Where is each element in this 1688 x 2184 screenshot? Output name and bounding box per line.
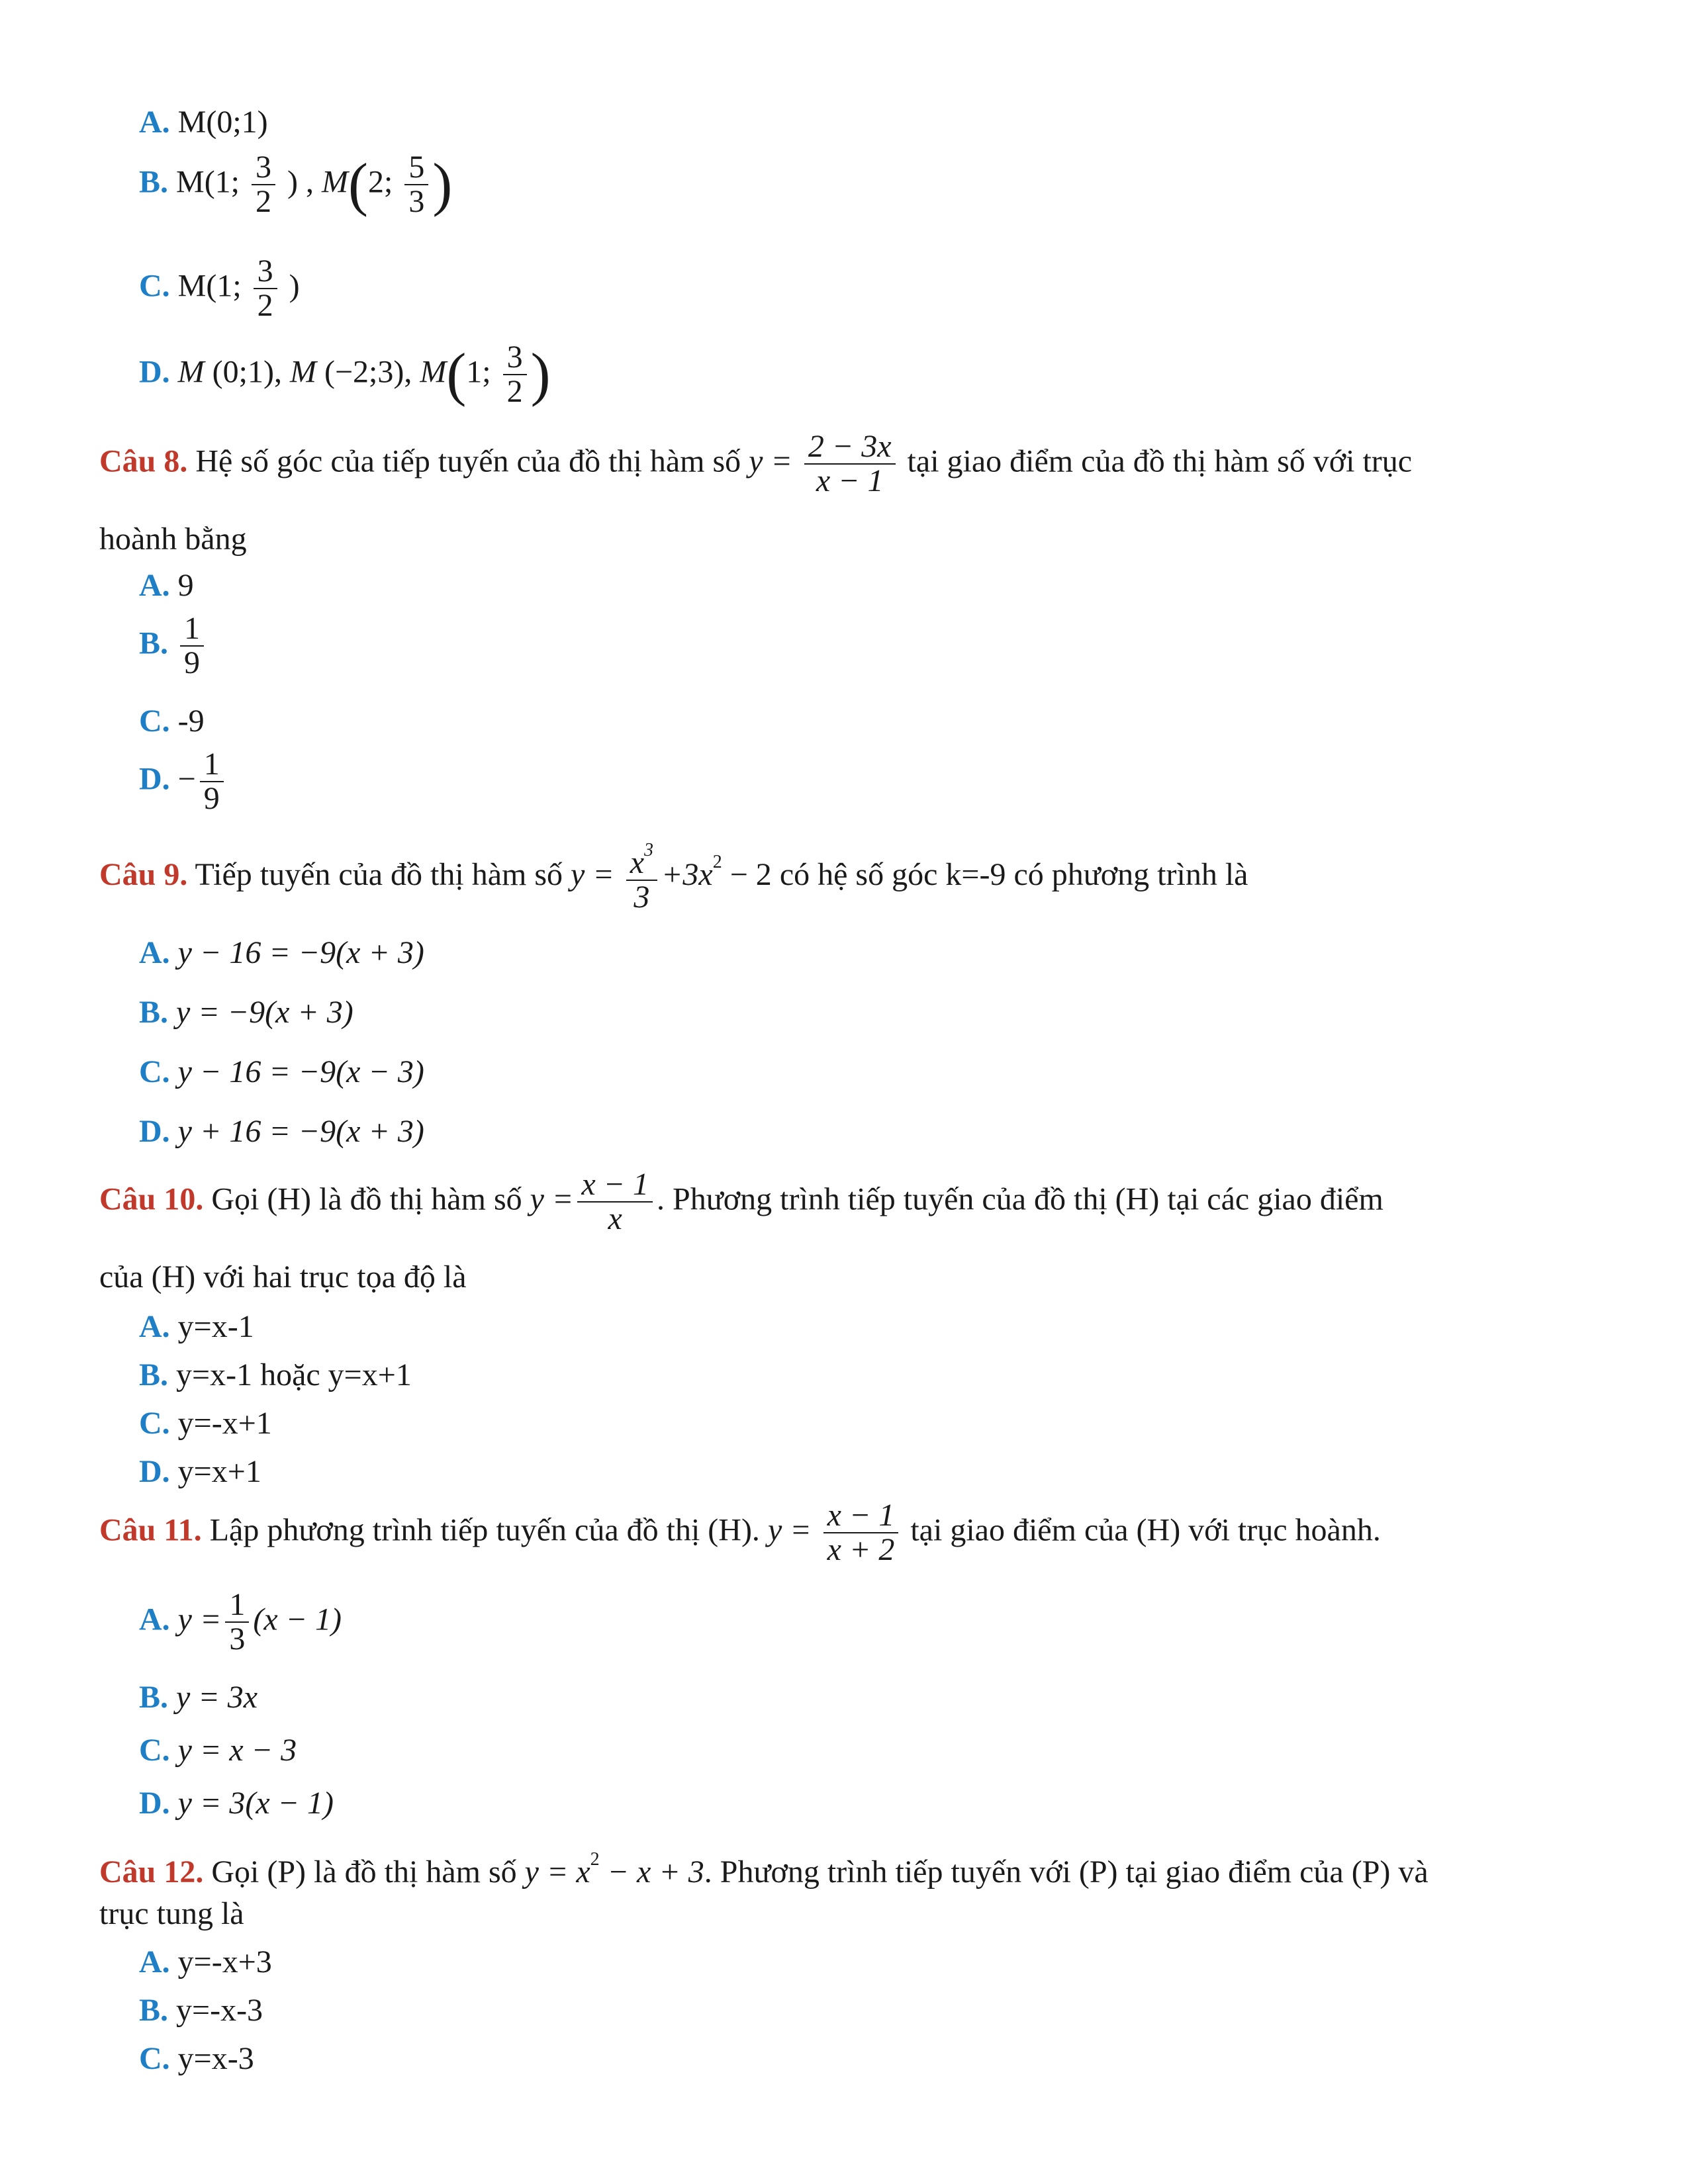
option-label: A.	[139, 1602, 170, 1637]
fraction-denominator: x	[608, 1201, 622, 1237]
fraction	[804, 430, 896, 498]
option-text: y = 3x	[176, 1680, 258, 1715]
option-label: A.	[139, 1944, 170, 1979]
point-inner: 1;	[466, 354, 491, 390]
question-text: tại giao điểm của đồ thị hàm số với trục	[907, 443, 1413, 479]
option-text: y=x+1	[177, 1454, 261, 1489]
option-post: )	[289, 268, 300, 304]
fraction-numerator: x − 1	[577, 1168, 653, 1203]
fraction-denominator: 2	[257, 288, 273, 324]
option-text: y=-x+3	[177, 1944, 272, 1979]
fraction-numerator: 1	[225, 1588, 249, 1623]
option-label: C.	[139, 704, 170, 739]
question-text: tại giao điểm của (H) với trục hoành.	[910, 1512, 1381, 1548]
fraction-numerator: 2 − 3x	[804, 430, 896, 465]
option-text: -9	[177, 704, 205, 739]
option-label: D.	[139, 761, 170, 797]
paren-open: (	[348, 152, 368, 218]
option-label: C.	[139, 2041, 170, 2076]
option-label: D.	[139, 1114, 170, 1149]
option-label: D.	[139, 1454, 170, 1489]
fraction-denominator: x + 2	[827, 1532, 895, 1568]
point-name: M	[289, 354, 316, 390]
option-label: D.	[139, 354, 170, 390]
fraction-numerator: 3	[503, 341, 527, 375]
option-text: y=x-1 hoặc y=x+1	[176, 1357, 412, 1392]
fraction-denominator: x − 1	[816, 463, 884, 499]
q7-option-a[interactable]	[139, 103, 268, 142]
formula-exponent: 2	[590, 1849, 600, 1870]
question-number: Câu 12.	[99, 1854, 204, 1889]
option-text: y=-x-3	[176, 1993, 263, 2028]
point-inner: 2;	[367, 164, 393, 200]
q11-option-a[interactable]	[139, 1588, 342, 1657]
fraction	[626, 841, 657, 915]
q8-stem-line2: hoành bằng	[99, 522, 247, 557]
point-value: (0;1),	[212, 354, 282, 390]
option-sign: −	[177, 761, 196, 797]
option-label: A.	[139, 568, 170, 603]
q12-option-b[interactable]	[139, 1991, 263, 2030]
option-pre: M(1;	[176, 164, 240, 200]
option-label: B.	[139, 1680, 169, 1715]
question-text: có hệ số góc k=-9 có phương trình là	[779, 856, 1248, 892]
fraction-denominator: 9	[203, 781, 220, 817]
question-text: Tiếp tuyến của đồ thị hàm số	[195, 856, 563, 892]
point-name: M	[177, 354, 205, 390]
option-label: C.	[139, 1406, 170, 1441]
fraction-denominator: 3	[633, 880, 650, 915]
fraction-numerator	[626, 841, 657, 881]
fraction-numerator: 1	[200, 748, 224, 782]
formula-lhs: y =	[177, 1602, 222, 1637]
option-text: y − 16 = −9(x + 3)	[177, 935, 424, 970]
q12-option-a[interactable]	[139, 1942, 272, 1982]
paren-open: (	[446, 341, 467, 408]
option-text: y = −9(x + 3)	[176, 995, 353, 1030]
option-post: ) ,	[287, 164, 314, 200]
option-text: y=-x+1	[177, 1406, 272, 1441]
option-label: B.	[139, 164, 169, 200]
question-text: . Phương trình tiếp tuyến của đồ thị (H) tại các giao điểm	[657, 1181, 1383, 1217]
q9-option-a[interactable]	[139, 933, 424, 973]
fraction	[180, 612, 204, 680]
fraction-numerator: 5	[404, 151, 428, 185]
fraction	[503, 341, 527, 409]
option-label: B.	[139, 1993, 169, 2028]
q9-option-d[interactable]	[139, 1112, 424, 1152]
formula-rhs: (x − 1)	[253, 1602, 342, 1637]
q9-stem	[99, 841, 1248, 915]
option-label: B.	[139, 995, 169, 1030]
q10-stem-line2: của (H) với hai trục tọa độ là	[99, 1259, 467, 1295]
point-name: M	[420, 354, 447, 390]
paren-close: )	[432, 152, 453, 218]
paren-close: )	[530, 341, 551, 408]
formula-lhs: y =	[749, 443, 792, 479]
option-label: B.	[139, 625, 169, 661]
q8-option-b[interactable]	[139, 612, 208, 680]
fraction-numerator: 3	[254, 255, 277, 289]
fraction-denominator: 2	[506, 374, 523, 410]
option-text: y=x-1	[177, 1309, 254, 1344]
q11-stem	[99, 1499, 1381, 1567]
q9-option-b[interactable]	[139, 993, 353, 1032]
fraction-numerator: 3	[252, 151, 275, 185]
num-exponent: 3	[644, 840, 654, 860]
q8-option-d[interactable]	[139, 748, 228, 816]
formula-lhs: y =	[571, 856, 614, 892]
question-text: . Phương trình tiếp tuyến với (P) tại giao điểm của (P) và	[704, 1854, 1429, 1889]
fraction	[254, 255, 277, 323]
option-text: y = 3(x − 1)	[177, 1786, 334, 1821]
formula-exponent: 2	[712, 851, 722, 872]
q8-stem	[99, 430, 1412, 498]
q9-option-c[interactable]	[139, 1052, 424, 1092]
question-number: Câu 9.	[99, 856, 188, 892]
option-label: D.	[139, 1786, 170, 1821]
question-text: Hệ số góc của tiếp tuyến của đồ thị hàm số	[195, 443, 741, 479]
fraction-numerator: x − 1	[823, 1499, 899, 1533]
question-text: Gọi (H) là đồ thị hàm số	[211, 1181, 522, 1217]
option-label: B.	[139, 1357, 169, 1392]
option-label: C.	[139, 1733, 170, 1768]
option-label: C.	[139, 268, 170, 304]
formula-rest: − x + 3	[607, 1854, 704, 1889]
option-label: A.	[139, 1309, 170, 1344]
question-number: Câu 11.	[99, 1512, 202, 1548]
option-text: 9	[177, 568, 194, 603]
q8-option-c[interactable]	[139, 702, 205, 741]
q11-option-d[interactable]	[139, 1784, 334, 1823]
formula: y = x	[524, 1854, 590, 1889]
fraction-denominator: 3	[229, 1621, 246, 1657]
q8-option-a[interactable]	[139, 566, 194, 606]
option-pre: M(1;	[177, 268, 242, 304]
q10-option-b[interactable]	[139, 1355, 412, 1395]
option-text: y + 16 = −9(x + 3)	[177, 1114, 424, 1149]
q10-option-a[interactable]	[139, 1307, 254, 1347]
formula-term: +3x	[661, 856, 713, 892]
question-text: Lập phương trình tiếp tuyến của đồ thị (H).	[209, 1512, 760, 1548]
fraction	[823, 1499, 899, 1567]
option-text: y=x-3	[177, 2041, 254, 2076]
q7-option-d[interactable]	[139, 341, 551, 409]
formula-lhs: y =	[530, 1181, 574, 1217]
question-text: Gọi (P) là đồ thị hàm số	[211, 1854, 517, 1889]
fraction-denominator: 9	[184, 645, 201, 681]
q10-option-d[interactable]	[139, 1452, 261, 1492]
q7-option-b[interactable]	[139, 151, 452, 219]
fraction	[200, 748, 224, 816]
fraction	[577, 1168, 653, 1236]
question-number: Câu 10.	[99, 1181, 204, 1217]
q11-option-b[interactable]	[139, 1678, 258, 1717]
point-value: (−2;3),	[324, 354, 412, 390]
q10-stem	[99, 1168, 1383, 1236]
formula-lhs: y =	[767, 1512, 812, 1548]
fraction	[404, 151, 428, 219]
num-base: x	[630, 845, 645, 880]
question-number: Câu 8.	[99, 443, 188, 479]
fraction	[252, 151, 275, 219]
option-label: A.	[139, 105, 170, 140]
q11-option-c[interactable]	[139, 1731, 297, 1770]
q10-option-c[interactable]	[139, 1404, 272, 1443]
option-label: A.	[139, 935, 170, 970]
fraction	[225, 1588, 249, 1657]
q12-stem	[99, 1840, 1429, 1892]
q7-option-c[interactable]	[139, 255, 300, 323]
fraction-denominator: 2	[256, 184, 272, 220]
q12-option-c[interactable]	[139, 2039, 254, 2079]
formula-term: − 2	[729, 856, 772, 892]
q12-stem-line2: trục tung là	[99, 1896, 244, 1931]
option-label: C.	[139, 1054, 170, 1089]
fraction-numerator: 1	[180, 612, 204, 647]
point-name: M	[322, 164, 348, 200]
option-text: M(0;1)	[177, 105, 268, 140]
fraction-denominator: 3	[408, 184, 425, 220]
option-text: y = x − 3	[177, 1733, 297, 1768]
option-text: y − 16 = −9(x − 3)	[177, 1054, 424, 1089]
